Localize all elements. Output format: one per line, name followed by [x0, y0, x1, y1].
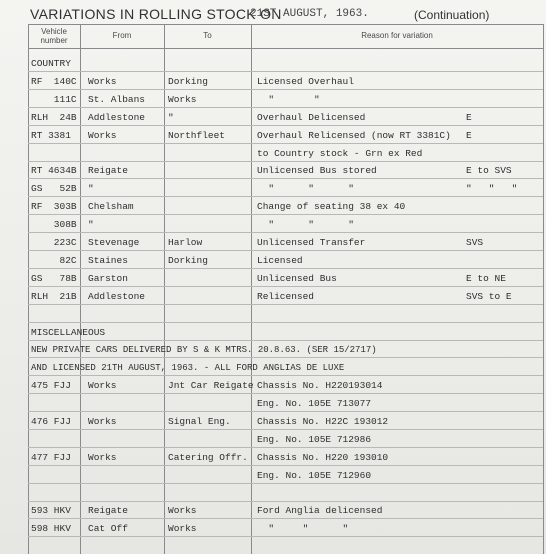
extra-cell: SVS — [466, 237, 484, 248]
extra-cell: E to SVS — [466, 165, 512, 176]
vehicle-cell: GS 52B — [31, 183, 77, 194]
vehicle-cell: 598 HKV — [31, 523, 71, 534]
table-row — [0, 521, 546, 537]
reason-cell: Chassis No. H220 193010 — [257, 452, 389, 463]
vehicle-cell: 111C — [31, 94, 77, 105]
table-row — [0, 414, 546, 430]
vehicle-cell: 476 FJJ — [31, 416, 71, 427]
extra-cell: SVS to E — [466, 291, 512, 302]
reason-cell: Ford Anglia delicensed — [257, 505, 383, 516]
from-cell: Staines — [88, 255, 128, 266]
to-cell: Dorking — [168, 255, 208, 266]
reason-cell: Chassis No. H22C 193012 — [257, 416, 389, 427]
table-row — [0, 56, 546, 72]
table-row — [0, 74, 546, 90]
reason-cell: Relicensed — [257, 291, 315, 302]
table-row — [0, 325, 546, 341]
from-cell: St. Albans — [88, 94, 146, 105]
from-cell: Stevenage — [88, 237, 140, 248]
to-cell: Works — [168, 523, 197, 534]
from-cell: Works — [88, 416, 117, 427]
document-date: 21ST AUGUST, 1963. — [250, 8, 369, 20]
vehicle-cell: 223C — [31, 237, 77, 248]
vehicle-cell: RLH 21B — [31, 291, 77, 302]
reason-cell: " " " — [257, 523, 349, 534]
from-cell: " — [88, 183, 94, 194]
vehicle-cell: NEW PRIVATE CARS DELIVERED BY S & K MTRS. 20.8.63. (SER 15/2717) — [31, 345, 377, 355]
table-row — [0, 235, 546, 251]
table-row — [0, 503, 546, 519]
from-cell: Cat Off — [88, 523, 128, 534]
table-row — [0, 468, 546, 484]
from-cell: Works — [88, 452, 117, 463]
table-row — [0, 92, 546, 108]
table-row — [0, 396, 546, 412]
vehicle-cell: GS 78B — [31, 273, 77, 284]
reason-cell: Change of seating 38 ex 40 — [257, 201, 406, 212]
table-row — [0, 378, 546, 394]
header-bottom-border — [28, 48, 544, 49]
extra-cell: E to NE — [466, 273, 506, 284]
to-cell: " — [168, 112, 174, 123]
vehicle-cell: 82C — [31, 255, 77, 266]
from-cell: Garston — [88, 273, 128, 284]
vehicle-cell: MISCELLANEOUS — [31, 327, 106, 338]
table-top-border — [28, 24, 544, 25]
from-cell: Addlestone — [88, 291, 146, 302]
vehicle-cell: RT 3381 — [31, 130, 71, 141]
table-row — [0, 217, 546, 233]
to-cell: Dorking — [168, 76, 208, 87]
table-row — [0, 307, 546, 323]
to-cell: Signal Eng. — [168, 416, 231, 427]
table-row — [0, 486, 546, 502]
from-cell: Reigate — [88, 505, 128, 516]
vehicle-cell: RF 303B — [31, 201, 77, 212]
reason-cell: Unlicensed Bus stored — [257, 165, 377, 176]
from-cell: Reigate — [88, 165, 128, 176]
to-cell: Works — [168, 505, 197, 516]
table-row — [0, 128, 546, 144]
extra-cell: E — [466, 112, 472, 123]
column-header-vehicle: Vehicle number — [40, 27, 68, 45]
table-row — [0, 271, 546, 287]
vehicle-cell: 593 HKV — [31, 505, 71, 516]
from-cell: " — [88, 219, 94, 230]
column-header-reason: Reason for variation — [361, 31, 433, 40]
vehicle-cell: COUNTRY — [31, 58, 71, 69]
column-header-from: From — [112, 31, 132, 40]
vehicle-cell: RF 140C — [31, 76, 77, 87]
reason-cell: " " " — [257, 219, 354, 230]
extra-cell: " " " — [466, 183, 518, 194]
reason-cell: Eng. No. 105E 713077 — [257, 398, 372, 409]
from-cell: Works — [88, 76, 117, 87]
from-cell: Addlestone — [88, 112, 146, 123]
reason-cell: Unlicensed Bus — [257, 273, 337, 284]
reason-cell: Unlicensed Transfer — [257, 237, 366, 248]
table-row — [0, 253, 546, 269]
from-cell: Chelsham — [88, 201, 134, 212]
continuation-label: (Continuation) — [414, 8, 490, 22]
document-header — [0, 0, 546, 24]
vehicle-cell: 477 FJJ — [31, 452, 71, 463]
document-title: VARIATIONS IN ROLLING STOCK ON — [30, 6, 282, 22]
to-cell: Catering Offr. — [168, 452, 248, 463]
vehicle-cell: 475 FJJ — [31, 380, 71, 391]
table-row — [0, 146, 546, 162]
reason-cell: Chassis No. H220193014 — [257, 380, 383, 391]
table-row — [0, 199, 546, 215]
reason-cell: to Country stock - Grn ex Red — [257, 148, 423, 159]
from-cell: Works — [88, 380, 117, 391]
from-cell: Works — [88, 130, 117, 141]
reason-cell: Licensed — [257, 255, 303, 266]
table-row — [0, 181, 546, 197]
reason-cell: Eng. No. 105E 712986 — [257, 434, 372, 445]
table-row — [0, 163, 546, 179]
table-row — [0, 110, 546, 126]
table-row — [0, 432, 546, 448]
reason-cell: Overhaul Relicensed (now RT 3381C) — [257, 130, 451, 141]
to-cell: Harlow — [168, 237, 203, 248]
table-row — [0, 450, 546, 466]
table-row — [0, 342, 546, 358]
vehicle-cell: AND LICENSED 21TH AUGUST, 1963. - ALL FORD ANGLIAS DE LUXE — [31, 363, 345, 373]
reason-cell: " " " — [257, 183, 354, 194]
vehicle-cell: RT 4634B — [31, 165, 77, 176]
table-row — [0, 289, 546, 305]
extra-cell: E — [466, 130, 472, 141]
vehicle-cell: RLH 24B — [31, 112, 77, 123]
table-row — [0, 360, 546, 376]
reason-cell: Overhaul Delicensed — [257, 112, 366, 123]
reason-cell: Licensed Overhaul — [257, 76, 354, 87]
column-header-to: To — [203, 31, 212, 40]
reason-cell: " " — [257, 94, 320, 105]
to-cell: Northfleet — [168, 130, 226, 141]
to-cell: Works — [168, 94, 197, 105]
vehicle-cell: 308B — [31, 219, 77, 230]
reason-cell: Eng. No. 105E 712960 — [257, 470, 372, 481]
to-cell: Jnt Car Reigate — [168, 380, 254, 391]
